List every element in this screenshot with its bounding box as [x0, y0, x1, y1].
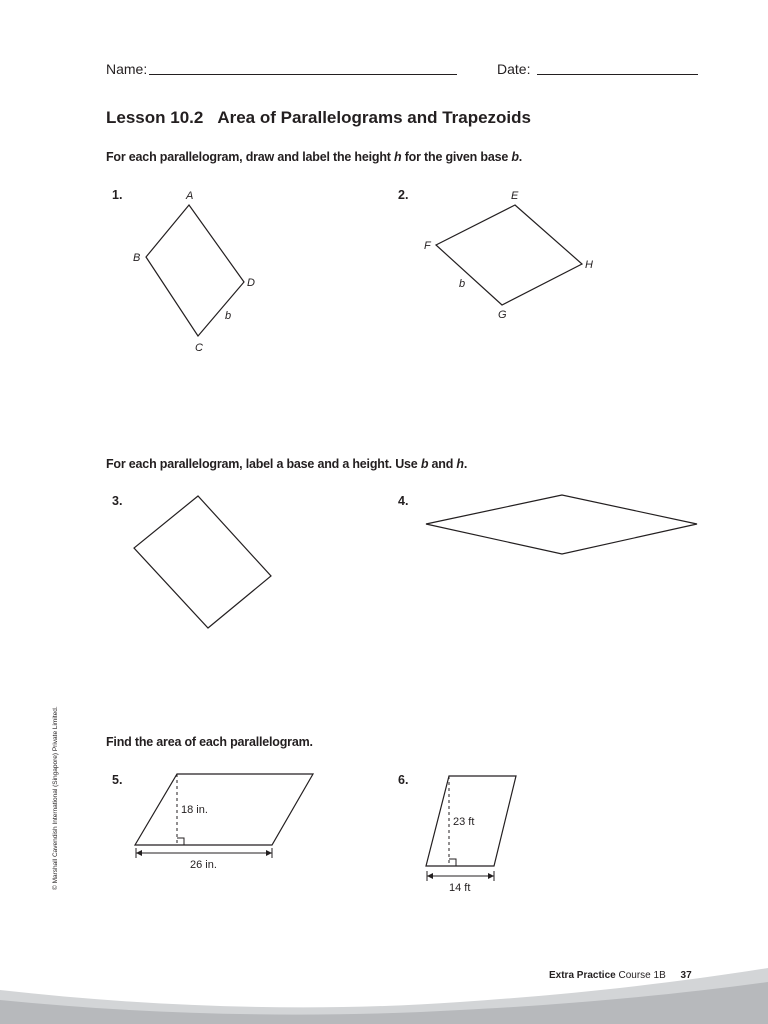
vertex-label-b: B	[133, 252, 141, 264]
base-measure: 14 ft	[449, 882, 471, 894]
problem-number-3: 3.	[112, 494, 123, 508]
problem-number-2: 2.	[398, 188, 409, 202]
height-measure: 18 in.	[181, 804, 208, 816]
side-copyright: © Marshall Cavendish International (Singapore) Private Limited.	[52, 706, 59, 890]
page-number: 37	[680, 970, 692, 981]
vertex-label-a: A	[186, 190, 194, 202]
instruction-1: For each parallelogram, draw and label the height h for the given base b.	[106, 150, 523, 164]
vertex-label-c: C	[195, 342, 203, 354]
arrow-right-icon	[488, 873, 494, 879]
lesson-number: Lesson 10.2	[106, 108, 204, 127]
problem-number-4: 4.	[398, 494, 409, 508]
problem-number-1: 1.	[112, 188, 123, 202]
footer-text	[549, 970, 692, 981]
base-measure: 26 in.	[190, 859, 217, 871]
base-label-b: b	[225, 310, 232, 322]
instruction-2: For each parallelogram, label a base and a height. Use b and h.	[106, 457, 468, 471]
problem-number-5: 5.	[112, 773, 123, 787]
vertex-label-f: F	[424, 240, 431, 252]
footer-course: Course 1B	[618, 970, 666, 981]
height-measure: 23 ft	[453, 816, 475, 828]
date-label: Date:	[497, 61, 531, 77]
problem-number-6: 6.	[398, 773, 409, 787]
arrow-left-icon	[427, 873, 433, 879]
vertex-label-d: D	[247, 277, 255, 289]
vertex-label-g: G	[498, 309, 507, 321]
vertex-label-h: H	[585, 259, 593, 271]
name-label: Name:	[106, 61, 148, 77]
vertex-label-e: E	[511, 190, 519, 202]
base-label-b: b	[459, 278, 466, 290]
instruction-3: Find the area of each parallelogram.	[106, 735, 313, 749]
lesson-topic: Area of Parallelograms and Trapezoids	[217, 108, 531, 127]
right-angle-mark	[449, 859, 456, 866]
footer-book: Extra Practice	[549, 970, 616, 981]
